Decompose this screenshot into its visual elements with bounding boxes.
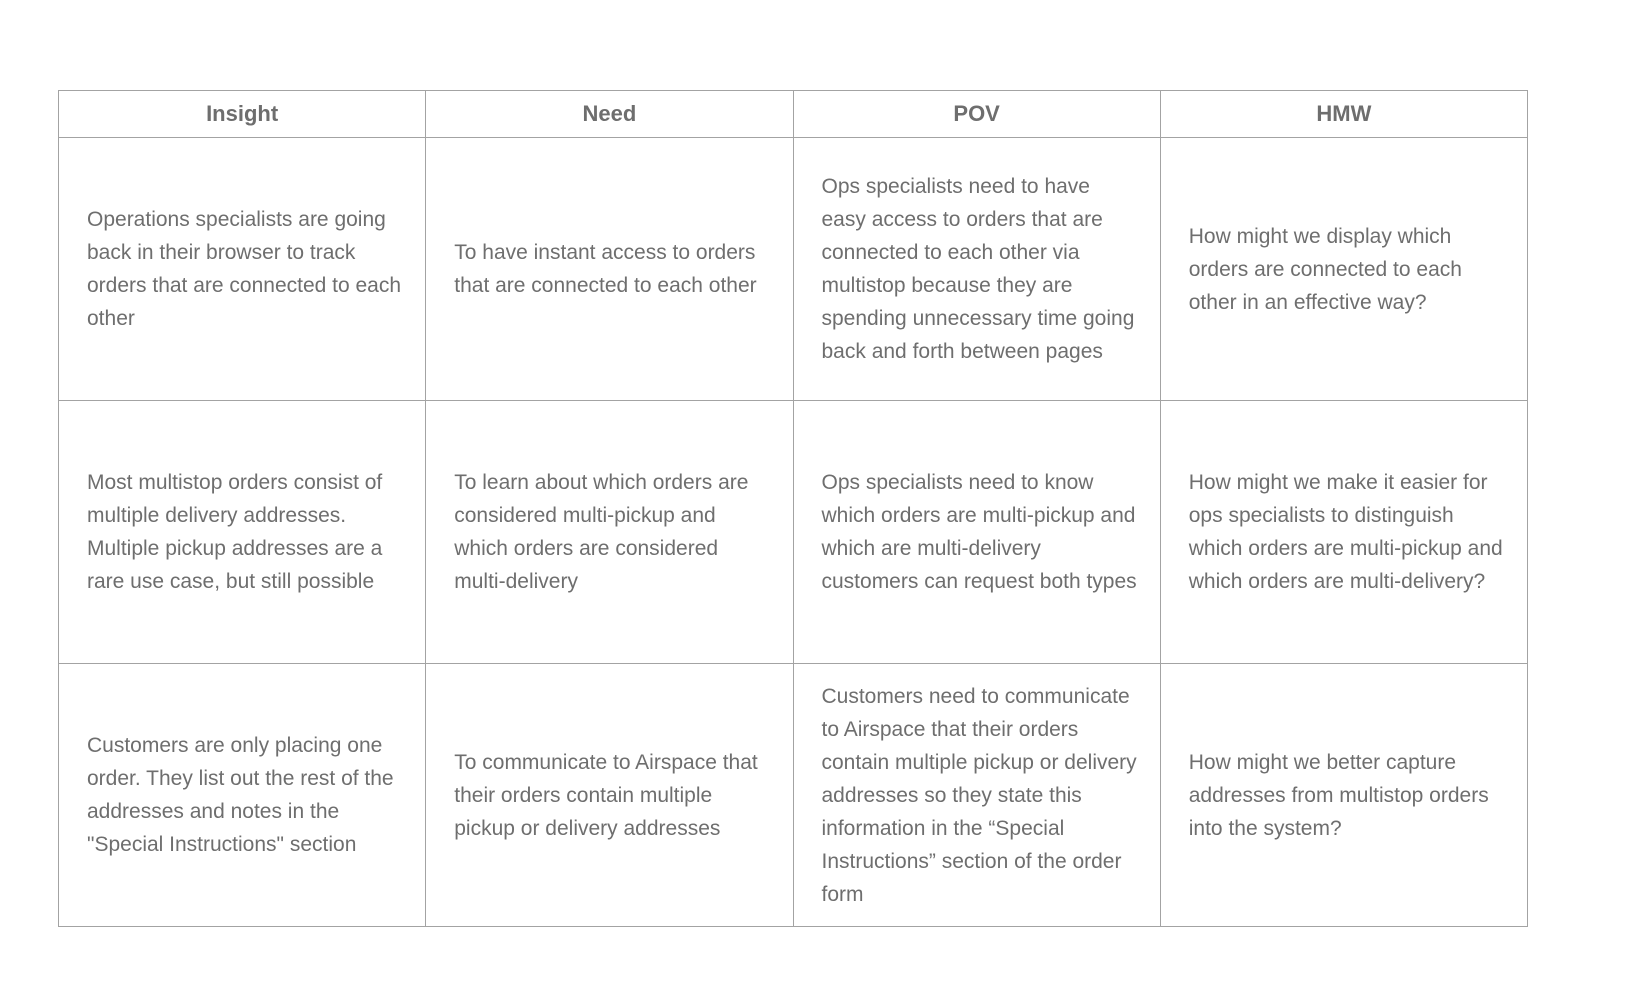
- table-row: [59, 664, 1528, 927]
- hmw-cell: How might we display which orders are connected to each other in an effective way?: [1160, 138, 1527, 401]
- insight-cell: Most multistop orders consist of multiple delivery addresses. Multiple pickup addresses are a rare use case, but still possible: [59, 401, 426, 664]
- insight-need-pov-hmw-table: [58, 90, 1528, 927]
- hmw-cell: How might we make it easier for ops specialists to distinguish which orders are multi-pickup and which orders are multi-delivery?: [1160, 401, 1527, 664]
- pov-cell: Customers need to communicate to Airspace that their orders contain multiple pickup or delivery addresses so they state this information in the “Special Instructions” section of the order form: [793, 664, 1160, 927]
- pov-cell: Ops specialists need to have easy access to orders that are connected to each other via multistop because they are spending unnecessary time going back and forth between pages: [793, 138, 1160, 401]
- hmw-cell: How might we better capture addresses from multistop orders into the system?: [1160, 664, 1527, 927]
- pov-cell: Ops specialists need to know which orders are multi-pickup and which are multi-delivery customers can request both types: [793, 401, 1160, 664]
- header-pov: POV: [793, 91, 1160, 138]
- insight-cell: Operations specialists are going back in their browser to track orders that are connected to each other: [59, 138, 426, 401]
- header-hmw: HMW: [1160, 91, 1527, 138]
- insight-cell: Customers are only placing one order. They list out the rest of the addresses and notes in the "Special Instructions" section: [59, 664, 426, 927]
- table-row: [59, 138, 1528, 401]
- header-need: Need: [426, 91, 793, 138]
- need-cell: To communicate to Airspace that their orders contain multiple pickup or delivery addresses: [426, 664, 793, 927]
- need-cell: To have instant access to orders that are connected to each other: [426, 138, 793, 401]
- header-insight: Insight: [59, 91, 426, 138]
- table-header-row: [59, 91, 1528, 138]
- table-row: [59, 401, 1528, 664]
- need-cell: To learn about which orders are considered multi-pickup and which orders are considered multi-delivery: [426, 401, 793, 664]
